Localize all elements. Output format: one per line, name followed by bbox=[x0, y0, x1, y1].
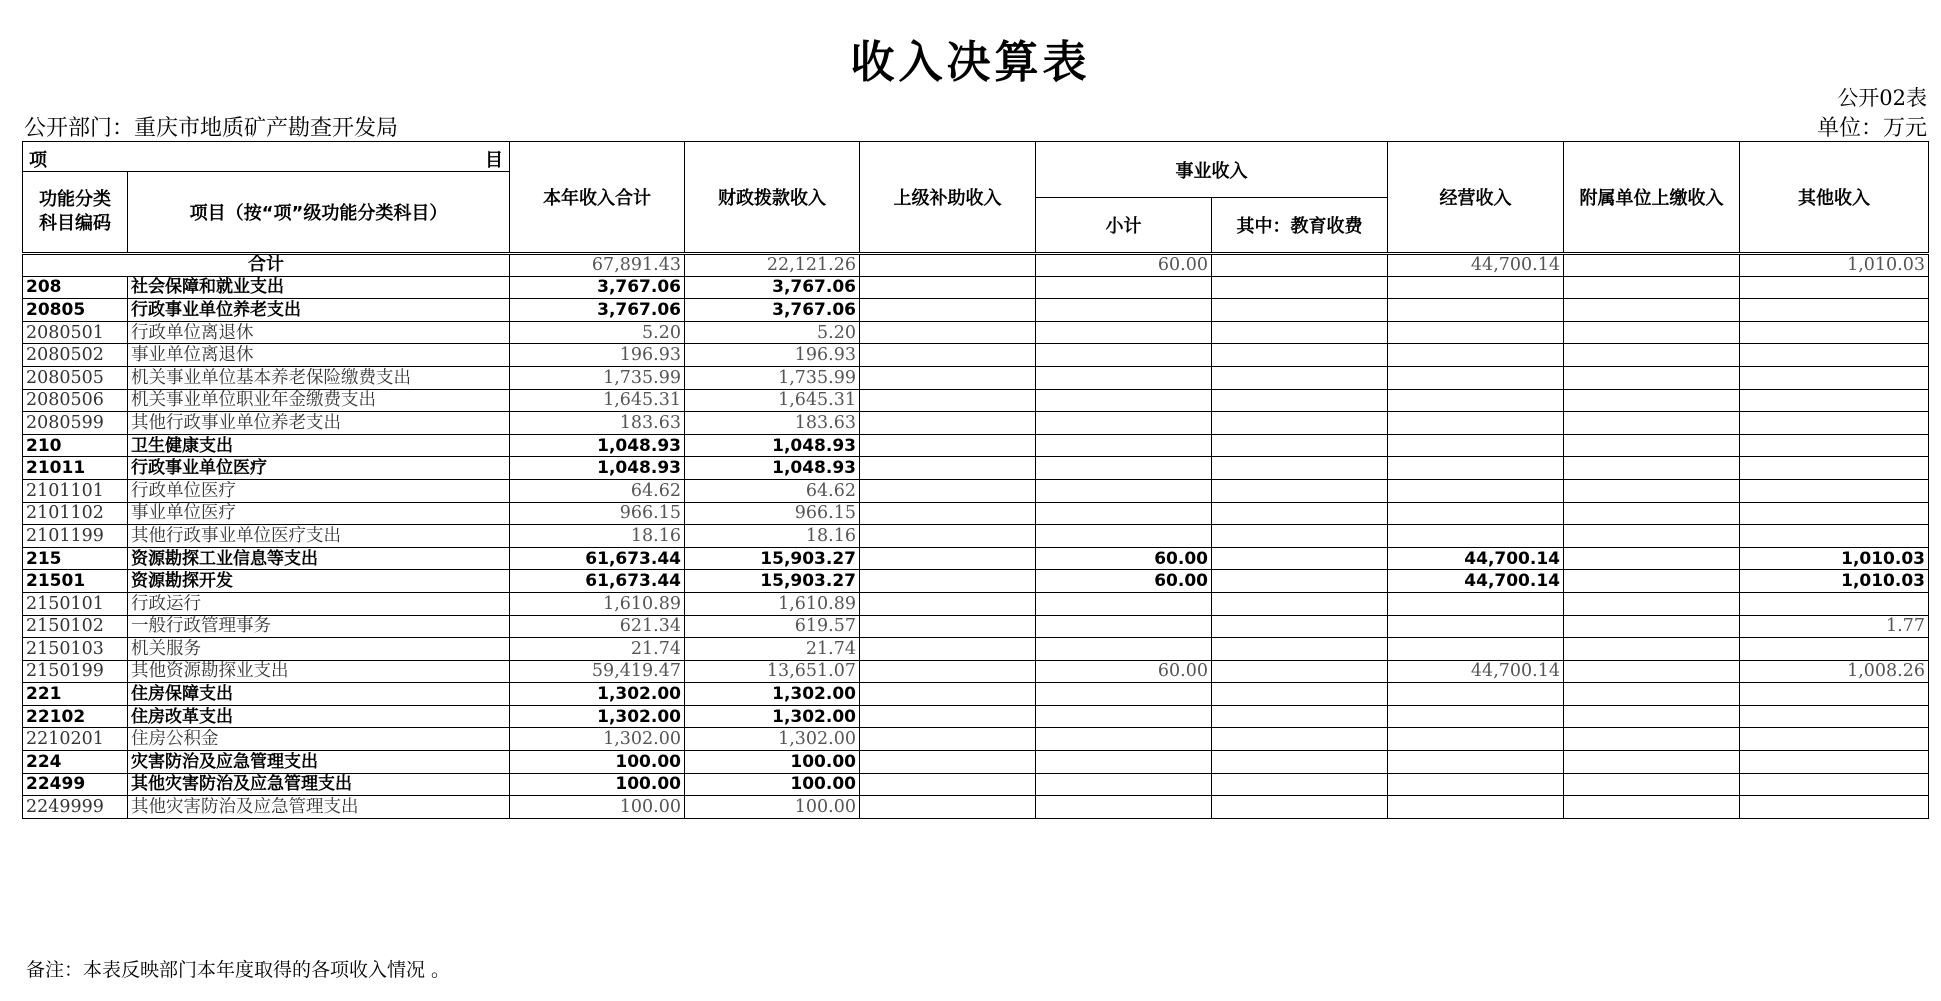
row-cell-subtotal: 60.00 bbox=[1036, 660, 1212, 683]
row-code: 2150101 bbox=[23, 592, 128, 615]
row-cell-education-fee bbox=[1212, 592, 1388, 615]
row-cell-subtotal: 60.00 bbox=[1036, 570, 1212, 593]
table-row bbox=[23, 751, 1929, 774]
row-cell-other bbox=[1740, 479, 1929, 502]
table-row bbox=[23, 796, 1929, 819]
row-code: 208 bbox=[23, 276, 128, 299]
row-code: 21501 bbox=[23, 570, 128, 593]
row-cell-operating bbox=[1388, 434, 1564, 457]
total-cell: 67,891.43 bbox=[510, 254, 685, 277]
row-cell-other: 1,008.26 bbox=[1740, 660, 1929, 683]
header-code-col: 功能分类科目编码 bbox=[23, 172, 128, 252]
row-cell-education-fee bbox=[1212, 683, 1388, 706]
row-name: 其他灾害防治及应急管理支出 bbox=[128, 773, 510, 796]
row-cell-affiliated bbox=[1564, 660, 1740, 683]
row-code: 2150199 bbox=[23, 660, 128, 683]
corner-header bbox=[23, 142, 510, 254]
row-cell-affiliated bbox=[1564, 276, 1740, 299]
row-cell-other bbox=[1740, 457, 1929, 480]
row-cell-operating: 44,700.14 bbox=[1388, 570, 1564, 593]
row-cell-fiscal: 1,048.93 bbox=[685, 434, 860, 457]
row-name: 机关事业单位基本养老保险缴费支出 bbox=[128, 366, 510, 389]
row-code: 22499 bbox=[23, 773, 128, 796]
row-cell-superior-subsidy bbox=[860, 751, 1036, 774]
row-cell-other bbox=[1740, 299, 1929, 322]
row-cell-total-income: 61,673.44 bbox=[510, 547, 685, 570]
row-cell-education-fee bbox=[1212, 344, 1388, 367]
row-cell-operating bbox=[1388, 344, 1564, 367]
row-cell-affiliated bbox=[1564, 434, 1740, 457]
row-cell-superior-subsidy bbox=[860, 457, 1036, 480]
row-name: 住房公积金 bbox=[128, 728, 510, 751]
row-code: 2150103 bbox=[23, 638, 128, 661]
total-cell bbox=[1212, 254, 1388, 277]
row-cell-operating bbox=[1388, 389, 1564, 412]
row-cell-superior-subsidy bbox=[860, 638, 1036, 661]
row-code: 2101102 bbox=[23, 502, 128, 525]
row-cell-total-income: 59,419.47 bbox=[510, 660, 685, 683]
row-cell-subtotal bbox=[1036, 773, 1212, 796]
row-name: 一般行政管理事务 bbox=[128, 615, 510, 638]
row-cell-other bbox=[1740, 638, 1929, 661]
row-cell-operating bbox=[1388, 525, 1564, 548]
row-cell-superior-subsidy bbox=[860, 660, 1036, 683]
row-cell-fiscal: 3,767.06 bbox=[685, 299, 860, 322]
row-cell-other: 1,010.03 bbox=[1740, 547, 1929, 570]
row-cell-fiscal: 1,645.31 bbox=[685, 389, 860, 412]
row-name: 行政单位离退休 bbox=[128, 321, 510, 344]
row-cell-other bbox=[1740, 502, 1929, 525]
row-cell-other bbox=[1740, 773, 1929, 796]
row-cell-total-income: 5.20 bbox=[510, 321, 685, 344]
row-cell-total-income: 1,645.31 bbox=[510, 389, 685, 412]
row-cell-subtotal bbox=[1036, 705, 1212, 728]
row-name: 灾害防治及应急管理支出 bbox=[128, 751, 510, 774]
row-cell-superior-subsidy bbox=[860, 344, 1036, 367]
row-code: 2101101 bbox=[23, 479, 128, 502]
row-cell-superior-subsidy bbox=[860, 773, 1036, 796]
row-cell-operating bbox=[1388, 299, 1564, 322]
row-cell-operating bbox=[1388, 276, 1564, 299]
income-table bbox=[22, 141, 1929, 819]
table-row bbox=[23, 389, 1929, 412]
row-cell-affiliated bbox=[1564, 502, 1740, 525]
row-cell-superior-subsidy bbox=[860, 321, 1036, 344]
row-cell-fiscal: 100.00 bbox=[685, 751, 860, 774]
table-row bbox=[23, 525, 1929, 548]
row-cell-total-income: 966.15 bbox=[510, 502, 685, 525]
total-row bbox=[23, 254, 1929, 277]
row-cell-affiliated bbox=[1564, 683, 1740, 706]
row-cell-subtotal bbox=[1036, 299, 1212, 322]
row-cell-affiliated bbox=[1564, 728, 1740, 751]
table-row bbox=[23, 457, 1929, 480]
row-code: 2080599 bbox=[23, 412, 128, 435]
row-name: 事业单位离退休 bbox=[128, 344, 510, 367]
row-cell-fiscal: 1,302.00 bbox=[685, 728, 860, 751]
row-code: 2150102 bbox=[23, 615, 128, 638]
row-cell-education-fee bbox=[1212, 389, 1388, 412]
row-name: 住房保障支出 bbox=[128, 683, 510, 706]
row-name: 机关事业单位职业年金缴费支出 bbox=[128, 389, 510, 412]
row-code: 21011 bbox=[23, 457, 128, 480]
row-cell-fiscal: 100.00 bbox=[685, 773, 860, 796]
row-cell-affiliated bbox=[1564, 525, 1740, 548]
row-cell-operating bbox=[1388, 638, 1564, 661]
row-code: 2080506 bbox=[23, 389, 128, 412]
row-cell-subtotal bbox=[1036, 683, 1212, 706]
row-cell-fiscal: 196.93 bbox=[685, 344, 860, 367]
row-cell-superior-subsidy bbox=[860, 525, 1036, 548]
row-cell-subtotal bbox=[1036, 502, 1212, 525]
row-code: 20805 bbox=[23, 299, 128, 322]
row-cell-subtotal bbox=[1036, 479, 1212, 502]
row-code: 2249999 bbox=[23, 796, 128, 819]
row-cell-superior-subsidy bbox=[860, 389, 1036, 412]
department-label: 公开部门：重庆市地质矿产勘查开发局 bbox=[24, 116, 399, 141]
row-cell-superior-subsidy bbox=[860, 796, 1036, 819]
row-cell-affiliated bbox=[1564, 615, 1740, 638]
row-cell-subtotal bbox=[1036, 366, 1212, 389]
row-cell-education-fee bbox=[1212, 412, 1388, 435]
row-cell-operating bbox=[1388, 412, 1564, 435]
row-cell-total-income: 1,735.99 bbox=[510, 366, 685, 389]
header-affiliated: 附属单位上缴收入 bbox=[1564, 142, 1740, 254]
row-cell-education-fee bbox=[1212, 276, 1388, 299]
header-total-income: 本年收入合计 bbox=[510, 142, 685, 254]
total-cell: 44,700.14 bbox=[1388, 254, 1564, 277]
row-cell-fiscal: 15,903.27 bbox=[685, 570, 860, 593]
row-cell-superior-subsidy bbox=[860, 683, 1036, 706]
table-row bbox=[23, 728, 1929, 751]
table-row bbox=[23, 344, 1929, 367]
row-cell-affiliated bbox=[1564, 592, 1740, 615]
row-cell-other bbox=[1740, 525, 1929, 548]
row-cell-operating bbox=[1388, 366, 1564, 389]
row-cell-education-fee bbox=[1212, 638, 1388, 661]
row-name: 资源勘探开发 bbox=[128, 570, 510, 593]
row-cell-other bbox=[1740, 366, 1929, 389]
row-cell-affiliated bbox=[1564, 321, 1740, 344]
table-row bbox=[23, 366, 1929, 389]
row-cell-total-income: 621.34 bbox=[510, 615, 685, 638]
row-name: 社会保障和就业支出 bbox=[128, 276, 510, 299]
row-cell-operating bbox=[1388, 773, 1564, 796]
footnote: 备注：本表反映部门本年度取得的各项收入情况 。 bbox=[26, 959, 451, 981]
row-cell-subtotal bbox=[1036, 796, 1212, 819]
row-cell-total-income: 183.63 bbox=[510, 412, 685, 435]
row-cell-fiscal: 1,302.00 bbox=[685, 683, 860, 706]
row-cell-total-income: 61,673.44 bbox=[510, 570, 685, 593]
row-cell-total-income: 1,302.00 bbox=[510, 728, 685, 751]
row-cell-superior-subsidy bbox=[860, 299, 1036, 322]
header-other: 其他收入 bbox=[1740, 142, 1929, 254]
row-code: 2080505 bbox=[23, 366, 128, 389]
table-row bbox=[23, 321, 1929, 344]
row-cell-education-fee bbox=[1212, 457, 1388, 480]
row-name: 其他灾害防治及应急管理支出 bbox=[128, 796, 510, 819]
row-cell-operating bbox=[1388, 683, 1564, 706]
table-row bbox=[23, 547, 1929, 570]
row-cell-affiliated bbox=[1564, 751, 1740, 774]
table-row bbox=[23, 570, 1929, 593]
row-name: 资源勘探工业信息等支出 bbox=[128, 547, 510, 570]
row-code: 215 bbox=[23, 547, 128, 570]
row-name: 卫生健康支出 bbox=[128, 434, 510, 457]
total-cell: 60.00 bbox=[1036, 254, 1212, 277]
row-cell-subtotal bbox=[1036, 457, 1212, 480]
row-name: 行政运行 bbox=[128, 592, 510, 615]
row-cell-fiscal: 183.63 bbox=[685, 412, 860, 435]
row-cell-education-fee bbox=[1212, 796, 1388, 819]
row-cell-subtotal bbox=[1036, 728, 1212, 751]
row-cell-subtotal bbox=[1036, 434, 1212, 457]
row-cell-fiscal: 3,767.06 bbox=[685, 276, 860, 299]
row-cell-superior-subsidy bbox=[860, 366, 1036, 389]
row-cell-superior-subsidy bbox=[860, 547, 1036, 570]
row-cell-superior-subsidy bbox=[860, 615, 1036, 638]
row-cell-total-income: 1,302.00 bbox=[510, 705, 685, 728]
row-cell-subtotal bbox=[1036, 592, 1212, 615]
row-cell-superior-subsidy bbox=[860, 434, 1036, 457]
row-cell-education-fee bbox=[1212, 502, 1388, 525]
row-cell-other: 1.77 bbox=[1740, 615, 1929, 638]
row-cell-other bbox=[1740, 321, 1929, 344]
row-cell-affiliated bbox=[1564, 344, 1740, 367]
row-cell-education-fee bbox=[1212, 660, 1388, 683]
row-cell-total-income: 3,767.06 bbox=[510, 276, 685, 299]
row-cell-education-fee bbox=[1212, 525, 1388, 548]
row-name: 其他行政事业单位养老支出 bbox=[128, 412, 510, 435]
row-cell-superior-subsidy bbox=[860, 479, 1036, 502]
row-name: 机关服务 bbox=[128, 638, 510, 661]
table-row bbox=[23, 683, 1929, 706]
row-cell-other bbox=[1740, 796, 1929, 819]
row-cell-operating: 44,700.14 bbox=[1388, 547, 1564, 570]
header-operating: 经营收入 bbox=[1388, 142, 1564, 254]
header-public-institution: 事业收入 bbox=[1036, 142, 1388, 198]
row-cell-subtotal bbox=[1036, 321, 1212, 344]
row-name: 行政事业单位养老支出 bbox=[128, 299, 510, 322]
row-cell-other bbox=[1740, 434, 1929, 457]
total-cell bbox=[860, 254, 1036, 277]
row-cell-total-income: 1,302.00 bbox=[510, 683, 685, 706]
row-cell-fiscal: 1,048.93 bbox=[685, 457, 860, 480]
row-cell-education-fee bbox=[1212, 615, 1388, 638]
row-cell-superior-subsidy bbox=[860, 728, 1036, 751]
row-code: 224 bbox=[23, 751, 128, 774]
row-cell-affiliated bbox=[1564, 705, 1740, 728]
row-cell-superior-subsidy bbox=[860, 592, 1036, 615]
row-cell-education-fee bbox=[1212, 751, 1388, 774]
header-mu: 目 bbox=[485, 150, 503, 171]
table-row bbox=[23, 773, 1929, 796]
row-cell-affiliated bbox=[1564, 638, 1740, 661]
row-cell-affiliated bbox=[1564, 570, 1740, 593]
row-cell-education-fee bbox=[1212, 570, 1388, 593]
table-row bbox=[23, 502, 1929, 525]
row-cell-fiscal: 13,651.07 bbox=[685, 660, 860, 683]
row-cell-operating bbox=[1388, 615, 1564, 638]
row-cell-education-fee bbox=[1212, 321, 1388, 344]
row-cell-affiliated bbox=[1564, 479, 1740, 502]
row-cell-total-income: 1,610.89 bbox=[510, 592, 685, 615]
row-cell-education-fee bbox=[1212, 299, 1388, 322]
row-cell-total-income: 100.00 bbox=[510, 751, 685, 774]
row-cell-education-fee bbox=[1212, 434, 1388, 457]
row-cell-affiliated bbox=[1564, 366, 1740, 389]
row-cell-other bbox=[1740, 683, 1929, 706]
table-row bbox=[23, 412, 1929, 435]
row-cell-fiscal: 1,302.00 bbox=[685, 705, 860, 728]
row-cell-affiliated bbox=[1564, 389, 1740, 412]
row-cell-operating: 44,700.14 bbox=[1388, 660, 1564, 683]
row-name: 行政事业单位医疗 bbox=[128, 457, 510, 480]
row-cell-subtotal bbox=[1036, 615, 1212, 638]
row-cell-total-income: 18.16 bbox=[510, 525, 685, 548]
row-code: 221 bbox=[23, 683, 128, 706]
row-name: 行政单位医疗 bbox=[128, 479, 510, 502]
row-cell-fiscal: 21.74 bbox=[685, 638, 860, 661]
row-cell-education-fee bbox=[1212, 728, 1388, 751]
table-row bbox=[23, 615, 1929, 638]
row-cell-total-income: 100.00 bbox=[510, 773, 685, 796]
row-name: 事业单位医疗 bbox=[128, 502, 510, 525]
header-subtotal: 小计 bbox=[1036, 198, 1212, 254]
page-title: 收入决算表 bbox=[850, 37, 1091, 88]
row-name: 其他资源勘探业支出 bbox=[128, 660, 510, 683]
row-cell-operating bbox=[1388, 796, 1564, 819]
table-row bbox=[23, 705, 1929, 728]
row-cell-total-income: 196.93 bbox=[510, 344, 685, 367]
row-cell-other bbox=[1740, 728, 1929, 751]
row-cell-subtotal bbox=[1036, 412, 1212, 435]
row-cell-other bbox=[1740, 389, 1929, 412]
row-cell-total-income: 21.74 bbox=[510, 638, 685, 661]
row-cell-education-fee bbox=[1212, 366, 1388, 389]
row-cell-operating bbox=[1388, 321, 1564, 344]
row-cell-other: 1,010.03 bbox=[1740, 570, 1929, 593]
header-xiang: 项 bbox=[29, 150, 47, 171]
row-code: 2080501 bbox=[23, 321, 128, 344]
row-cell-other bbox=[1740, 705, 1929, 728]
row-cell-operating bbox=[1388, 479, 1564, 502]
row-cell-affiliated bbox=[1564, 773, 1740, 796]
row-cell-superior-subsidy bbox=[860, 412, 1036, 435]
row-code: 2210201 bbox=[23, 728, 128, 751]
row-cell-affiliated bbox=[1564, 547, 1740, 570]
row-cell-education-fee bbox=[1212, 479, 1388, 502]
row-cell-education-fee bbox=[1212, 773, 1388, 796]
row-cell-fiscal: 100.00 bbox=[685, 796, 860, 819]
row-cell-total-income: 3,767.06 bbox=[510, 299, 685, 322]
row-code: 2101199 bbox=[23, 525, 128, 548]
total-cell: 22,121.26 bbox=[685, 254, 860, 277]
row-cell-fiscal: 15,903.27 bbox=[685, 547, 860, 570]
row-cell-other bbox=[1740, 412, 1929, 435]
row-cell-operating bbox=[1388, 705, 1564, 728]
row-name: 其他行政事业单位医疗支出 bbox=[128, 525, 510, 548]
row-cell-subtotal bbox=[1036, 389, 1212, 412]
row-cell-affiliated bbox=[1564, 412, 1740, 435]
row-cell-total-income: 1,048.93 bbox=[510, 434, 685, 457]
row-cell-operating bbox=[1388, 457, 1564, 480]
row-cell-subtotal bbox=[1036, 525, 1212, 548]
total-label: 合计 bbox=[23, 254, 510, 277]
row-cell-superior-subsidy bbox=[860, 705, 1036, 728]
row-cell-fiscal: 5.20 bbox=[685, 321, 860, 344]
row-cell-operating bbox=[1388, 728, 1564, 751]
header-education-fee: 其中：教育收费 bbox=[1212, 198, 1388, 254]
header-fiscal: 财政拨款收入 bbox=[685, 142, 860, 254]
table-row bbox=[23, 299, 1929, 322]
row-cell-affiliated bbox=[1564, 796, 1740, 819]
table-row bbox=[23, 434, 1929, 457]
table-body bbox=[23, 254, 1929, 819]
row-cell-subtotal bbox=[1036, 751, 1212, 774]
table-row bbox=[23, 479, 1929, 502]
total-cell bbox=[1564, 254, 1740, 277]
row-cell-total-income: 1,048.93 bbox=[510, 457, 685, 480]
unit-label: 单位：万元 bbox=[1816, 116, 1927, 141]
row-cell-total-income: 64.62 bbox=[510, 479, 685, 502]
row-cell-subtotal bbox=[1036, 638, 1212, 661]
row-cell-superior-subsidy bbox=[860, 502, 1036, 525]
header-name-col: 项目（按“项”级功能分类科目） bbox=[189, 203, 448, 224]
row-cell-other bbox=[1740, 276, 1929, 299]
row-cell-subtotal bbox=[1036, 344, 1212, 367]
row-cell-fiscal: 64.62 bbox=[685, 479, 860, 502]
table-row bbox=[23, 276, 1929, 299]
row-cell-affiliated bbox=[1564, 299, 1740, 322]
table-row bbox=[23, 638, 1929, 661]
row-cell-fiscal: 619.57 bbox=[685, 615, 860, 638]
row-cell-fiscal: 966.15 bbox=[685, 502, 860, 525]
row-cell-education-fee bbox=[1212, 705, 1388, 728]
row-cell-fiscal: 18.16 bbox=[685, 525, 860, 548]
row-cell-subtotal: 60.00 bbox=[1036, 547, 1212, 570]
row-cell-subtotal bbox=[1036, 276, 1212, 299]
row-cell-superior-subsidy bbox=[860, 570, 1036, 593]
table-row bbox=[23, 660, 1929, 683]
row-cell-fiscal: 1,735.99 bbox=[685, 366, 860, 389]
header-superior-subsidy: 上级补助收入 bbox=[860, 142, 1036, 254]
form-number: 公开02表 bbox=[1837, 86, 1927, 110]
row-name: 住房改革支出 bbox=[128, 705, 510, 728]
row-cell-affiliated bbox=[1564, 457, 1740, 480]
row-cell-other bbox=[1740, 592, 1929, 615]
row-cell-operating bbox=[1388, 502, 1564, 525]
row-cell-other bbox=[1740, 344, 1929, 367]
total-cell: 1,010.03 bbox=[1740, 254, 1929, 277]
row-code: 2080502 bbox=[23, 344, 128, 367]
row-cell-total-income: 100.00 bbox=[510, 796, 685, 819]
row-cell-other bbox=[1740, 751, 1929, 774]
row-cell-operating bbox=[1388, 592, 1564, 615]
row-cell-operating bbox=[1388, 751, 1564, 774]
row-cell-superior-subsidy bbox=[860, 276, 1036, 299]
row-code: 210 bbox=[23, 434, 128, 457]
row-code: 22102 bbox=[23, 705, 128, 728]
row-cell-education-fee bbox=[1212, 547, 1388, 570]
row-cell-fiscal: 1,610.89 bbox=[685, 592, 860, 615]
table-row bbox=[23, 592, 1929, 615]
